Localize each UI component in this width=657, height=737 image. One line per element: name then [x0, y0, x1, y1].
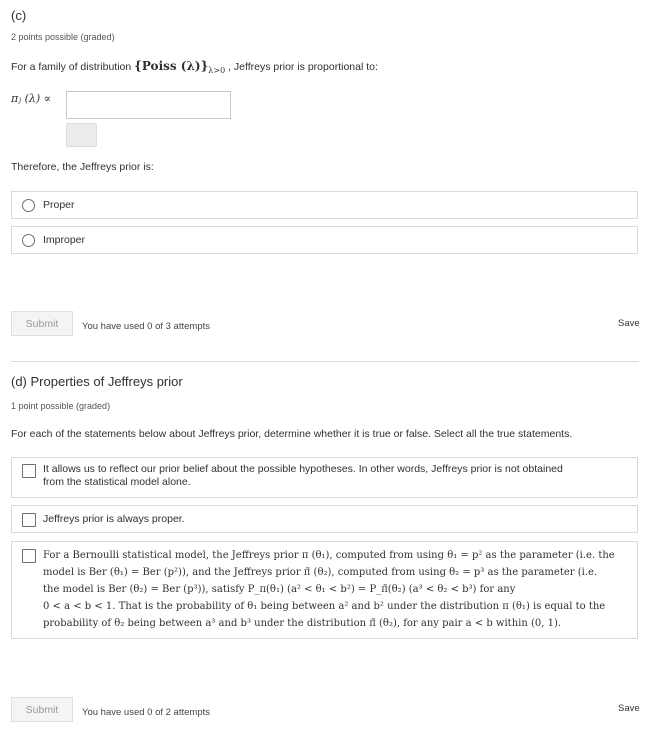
part-d-points: 1 point possible (graded): [11, 401, 111, 411]
checkbox-statement-3[interactable]: [22, 549, 36, 563]
statement-1-line2: from the statistical model alone.: [43, 476, 191, 488]
part-d-instructions: For each of the statements below about Jeffreys prior, determine whether it is true or false. Select all the true statements.: [11, 428, 573, 440]
submit-button-d[interactable]: Submit: [11, 697, 73, 722]
therefore-text: Therefore, the Jeffreys prior is:: [11, 161, 154, 173]
statement-3[interactable]: [11, 541, 638, 639]
statement-2-line1: Jeffreys prior is always proper.: [43, 513, 185, 525]
prior-answer-input[interactable]: [66, 91, 231, 119]
option-proper[interactable]: [11, 191, 638, 219]
statement-3-line2: model is Ber (θ₁) = Ber (p²)), and the Jeffreys prior π̃ (θ₂), computed from using θ₂ = p³ as the parameter (i.e.: [43, 567, 598, 578]
prior-label: πⱼ (λ) ∝: [11, 92, 52, 105]
submit-button-c[interactable]: Submit: [11, 311, 73, 336]
formula-preview-button[interactable]: [66, 123, 97, 147]
option-proper-label: Proper: [43, 199, 75, 211]
part-c-title: (c): [11, 8, 27, 23]
statement-1-line1: It allows us to reflect our prior belief about the possible hypotheses. In other words, Jeffreys prior is not obtained: [43, 463, 563, 475]
radio-improper[interactable]: [22, 234, 35, 247]
question-math: {Poiss (λ)}: [134, 59, 209, 73]
attempts-text-d: You have used 0 of 2 attempts: [82, 707, 210, 718]
save-button-c[interactable]: Save: [618, 318, 640, 329]
part-c-points: 2 points possible (graded): [11, 32, 115, 42]
question-sub: λ>0: [208, 66, 226, 76]
option-improper-label: Improper: [43, 234, 86, 246]
statement-3-line4: 0 < a < b < 1. That is the probability of θ₁ being between a² and b² under the distribution π (θ₁) is equal to the: [43, 601, 606, 612]
question-prefix: For a family of distribution: [11, 61, 132, 73]
option-improper[interactable]: [11, 226, 638, 254]
statement-3-line1: For a Bernoulli statistical model, the Jeffreys prior π (θ₁), computed from using θ₁ = p² as the parameter (i.e. the: [43, 550, 615, 561]
part-c-question: [11, 59, 378, 75]
attempts-text-c: You have used 0 of 3 attempts: [82, 321, 210, 332]
statement-3-line5: probability of θ₂ being between a³ and b³ under the distribution π̃ (θ₂), for any pair a < b within (0, 1).: [43, 618, 562, 629]
statement-3-line3: the model is Ber (θ₂) = Ber (p³)), satisfy P_π(θ₁) (a² < θ₁ < b²) = P_π̃(θ₂) (a³ < θ₂ < b³) for any: [43, 584, 516, 595]
section-divider: [11, 361, 639, 362]
checkbox-statement-2[interactable]: [22, 513, 36, 527]
statement-1[interactable]: [11, 457, 638, 498]
checkbox-statement-1[interactable]: [22, 464, 36, 478]
radio-proper[interactable]: [22, 199, 35, 212]
save-button-d[interactable]: Save: [618, 703, 640, 714]
part-d-title: (d) Properties of Jeffreys prior: [11, 374, 183, 389]
question-suffix: , Jeffreys prior is proportional to:: [228, 61, 378, 73]
statement-2[interactable]: [11, 505, 638, 533]
